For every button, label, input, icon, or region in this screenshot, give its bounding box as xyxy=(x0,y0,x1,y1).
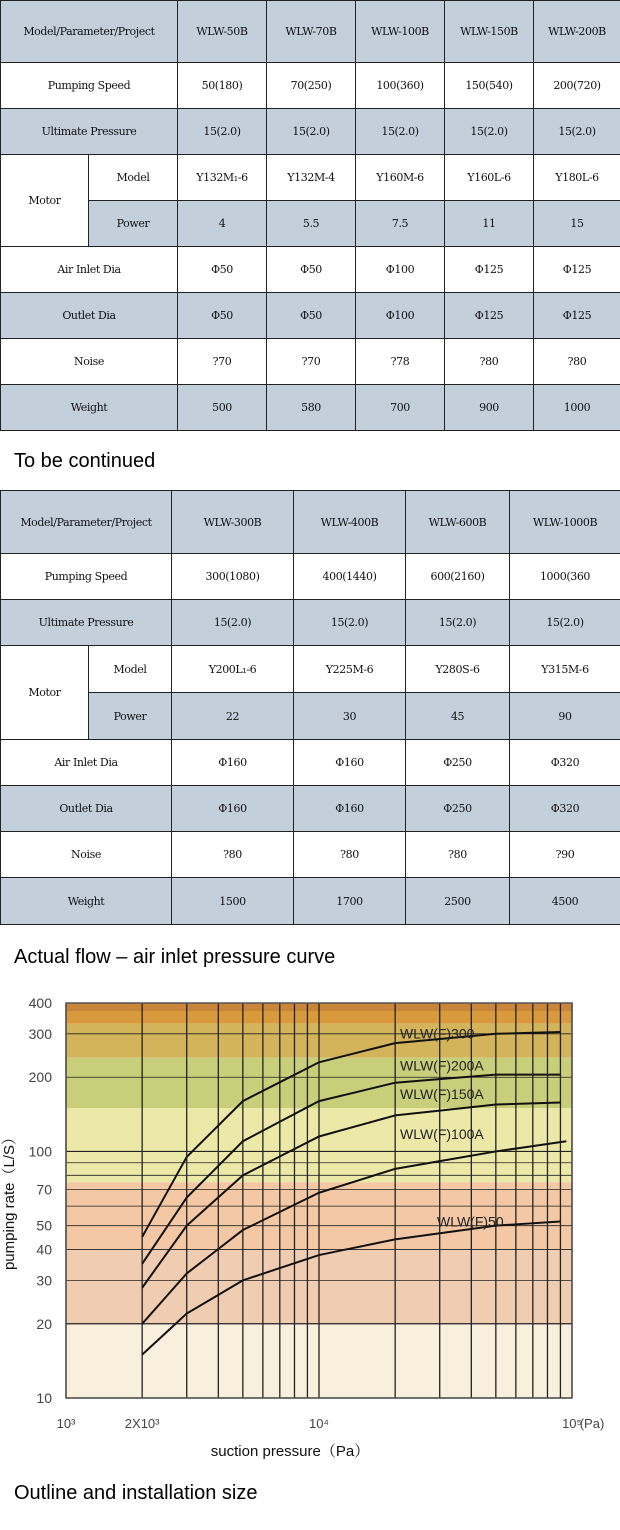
header-cell: WLW-70B xyxy=(267,1,356,63)
header-cell: Model/Parameter/Project xyxy=(1,1,178,63)
value-cell: Φ50 xyxy=(178,293,267,339)
flow-pressure-chart xyxy=(0,990,620,1470)
value-cell: Φ250 xyxy=(406,786,510,832)
value-cell: 500 xyxy=(178,385,267,431)
group-cell: Motor xyxy=(1,155,89,247)
row-label: Model xyxy=(89,155,178,201)
value-cell: Y225M-6 xyxy=(294,646,406,693)
table-row xyxy=(1,832,620,878)
value-cell: Y132M₁-6 xyxy=(178,155,267,201)
table-row xyxy=(1,786,620,832)
value-cell: Y280S-6 xyxy=(406,646,510,693)
value-cell: Φ100 xyxy=(356,247,445,293)
value-cell: Y132M-4 xyxy=(267,155,356,201)
row-label: Model xyxy=(89,646,172,693)
row-label: Pumping Speed xyxy=(1,554,172,600)
header-cell: WLW-300B xyxy=(172,491,294,554)
row-label: Pumping Speed xyxy=(1,63,178,109)
value-cell: 900 xyxy=(445,385,534,431)
value-cell: 15 xyxy=(534,201,620,247)
value-cell: 100(360) xyxy=(356,63,445,109)
header-cell: WLW-600B xyxy=(406,491,510,554)
row-label: Air Inlet Dia xyxy=(1,740,172,786)
value-cell: Φ160 xyxy=(294,740,406,786)
row-label: Ultimate Pressure xyxy=(1,600,172,646)
y-tick-label: 10 xyxy=(36,1390,52,1406)
y-tick-label: 300 xyxy=(28,1025,52,1042)
table-row xyxy=(1,385,620,431)
value-cell: Y315M-6 xyxy=(510,646,620,693)
value-cell: 70(250) xyxy=(267,63,356,109)
value-cell: 150(540) xyxy=(445,63,534,109)
y-tick-label: 70 xyxy=(36,1181,52,1198)
y-tick-label: 40 xyxy=(36,1241,52,1258)
header-cell: WLW-150B xyxy=(445,1,534,63)
value-cell: ?80 xyxy=(406,832,510,878)
table-row xyxy=(1,878,620,925)
value-cell: 4 xyxy=(178,201,267,247)
value-cell: Φ125 xyxy=(534,293,620,339)
table-row xyxy=(1,155,620,201)
value-cell: Y200L₁-6 xyxy=(172,646,294,693)
x-tick-label: 10⁴ xyxy=(308,1416,330,1431)
value-cell: ?70 xyxy=(178,339,267,385)
value-cell: 90 xyxy=(510,693,620,740)
series-label: WLW(F)100A xyxy=(400,1126,484,1143)
value-cell: Φ125 xyxy=(445,247,534,293)
value-cell: 50(180) xyxy=(178,63,267,109)
value-cell: 15(2.0) xyxy=(406,600,510,646)
row-label: Air Inlet Dia xyxy=(1,247,178,293)
value-cell: 15(2.0) xyxy=(294,600,406,646)
group-cell: Motor xyxy=(1,646,89,740)
value-cell: 30 xyxy=(294,693,406,740)
y-tick-label: 20 xyxy=(36,1315,52,1332)
series-label: WLW(F)300 xyxy=(400,1025,475,1042)
table-row xyxy=(1,109,620,155)
row-label: Power xyxy=(89,201,178,247)
value-cell: ?90 xyxy=(510,832,620,878)
table-row xyxy=(1,646,620,693)
value-cell: Y160L-6 xyxy=(445,155,534,201)
value-cell: 15(2.0) xyxy=(267,109,356,155)
value-cell: Φ50 xyxy=(267,293,356,339)
heading-outline: Outline and installation size xyxy=(14,1482,258,1504)
row-label: Outlet Dia xyxy=(1,293,178,339)
spec-table-1 xyxy=(0,0,620,431)
series-label: WLW(F)50 xyxy=(437,1213,504,1230)
value-cell: Φ50 xyxy=(267,247,356,293)
row-label: Outlet Dia xyxy=(1,786,172,832)
header-cell: WLW-1000B xyxy=(510,491,620,554)
value-cell: 1000 xyxy=(534,385,620,431)
header-cell: WLW-50B xyxy=(178,1,267,63)
value-cell: 45 xyxy=(406,693,510,740)
y-tick-label: 400 xyxy=(28,995,52,1011)
table-row xyxy=(1,740,620,786)
series-label: WLW(F)200A xyxy=(400,1057,484,1074)
table-row xyxy=(1,554,620,600)
value-cell: Φ160 xyxy=(172,786,294,832)
value-cell: 5.5 xyxy=(267,201,356,247)
table-row xyxy=(1,600,620,646)
value-cell: 400(1440) xyxy=(294,554,406,600)
table-row xyxy=(1,693,620,740)
value-cell: Φ50 xyxy=(178,247,267,293)
x-tick-label: 10³ xyxy=(56,1416,76,1431)
heading-to-be-continued: To be continued xyxy=(14,450,156,472)
y-axis-title: pumping rate（L/S） xyxy=(1,1129,18,1271)
value-cell: 15(2.0) xyxy=(356,109,445,155)
value-cell: Φ160 xyxy=(172,740,294,786)
value-cell: 15(2.0) xyxy=(534,109,620,155)
value-cell: 2500 xyxy=(406,878,510,925)
value-cell: 11 xyxy=(445,201,534,247)
value-cell: Y160M-6 xyxy=(356,155,445,201)
value-cell: Y180L-6 xyxy=(534,155,620,201)
value-cell: Φ125 xyxy=(534,247,620,293)
value-cell: 15(2.0) xyxy=(178,109,267,155)
value-cell: ?70 xyxy=(267,339,356,385)
value-cell: ?80 xyxy=(172,832,294,878)
value-cell: ?80 xyxy=(445,339,534,385)
row-label: Noise xyxy=(1,339,178,385)
header-cell: WLW-400B xyxy=(294,491,406,554)
value-cell: 22 xyxy=(172,693,294,740)
table-header-row xyxy=(1,491,620,554)
table-row xyxy=(1,63,620,109)
row-label: Weight xyxy=(1,878,172,925)
table-header-row xyxy=(1,1,620,63)
value-cell: Φ125 xyxy=(445,293,534,339)
y-tick-label: 50 xyxy=(36,1217,52,1234)
value-cell: Φ250 xyxy=(406,740,510,786)
series-label: WLW(F)150A xyxy=(400,1086,484,1103)
header-cell: Model/Parameter/Project xyxy=(1,491,172,554)
value-cell: Φ320 xyxy=(510,740,620,786)
row-label: Ultimate Pressure xyxy=(1,109,178,155)
value-cell: ?78 xyxy=(356,339,445,385)
y-tick-label: 30 xyxy=(36,1272,52,1289)
x-tick-label: 2X10³ xyxy=(124,1416,160,1431)
value-cell: 15(2.0) xyxy=(445,109,534,155)
value-cell: 1000(360 xyxy=(510,554,620,600)
value-cell: 1700 xyxy=(294,878,406,925)
value-cell: Φ320 xyxy=(510,786,620,832)
value-cell: Φ100 xyxy=(356,293,445,339)
header-cell: WLW-200B xyxy=(534,1,620,63)
table-row xyxy=(1,293,620,339)
value-cell: 15(2.0) xyxy=(510,600,620,646)
row-label: Weight xyxy=(1,385,178,431)
y-tick-label: 100 xyxy=(28,1143,52,1160)
table-row xyxy=(1,201,620,247)
x-tick-label: 10⁵ xyxy=(562,1416,582,1431)
value-cell: 700 xyxy=(356,385,445,431)
row-label: Power xyxy=(89,693,172,740)
value-cell: ?80 xyxy=(534,339,620,385)
value-cell: 1500 xyxy=(172,878,294,925)
value-cell: 580 xyxy=(267,385,356,431)
heading-flow-curve: Actual flow – air inlet pressure curve xyxy=(14,946,336,968)
value-cell: ?80 xyxy=(294,832,406,878)
value-cell: 7.5 xyxy=(356,201,445,247)
value-cell: Φ160 xyxy=(294,786,406,832)
spec-table-2 xyxy=(0,490,620,925)
x-axis-title: suction pressure（Pa） xyxy=(210,1443,370,1460)
header-cell: WLW-100B xyxy=(356,1,445,63)
row-label: Noise xyxy=(1,832,172,878)
value-cell: 300(1080) xyxy=(172,554,294,600)
x-unit-label: (Pa) xyxy=(579,1416,605,1431)
table-row xyxy=(1,339,620,385)
value-cell: 4500 xyxy=(510,878,620,925)
value-cell: 200(720) xyxy=(534,63,620,109)
value-cell: 15(2.0) xyxy=(172,600,294,646)
y-tick-label: 200 xyxy=(28,1069,52,1086)
table-row xyxy=(1,247,620,293)
value-cell: 600(2160) xyxy=(406,554,510,600)
